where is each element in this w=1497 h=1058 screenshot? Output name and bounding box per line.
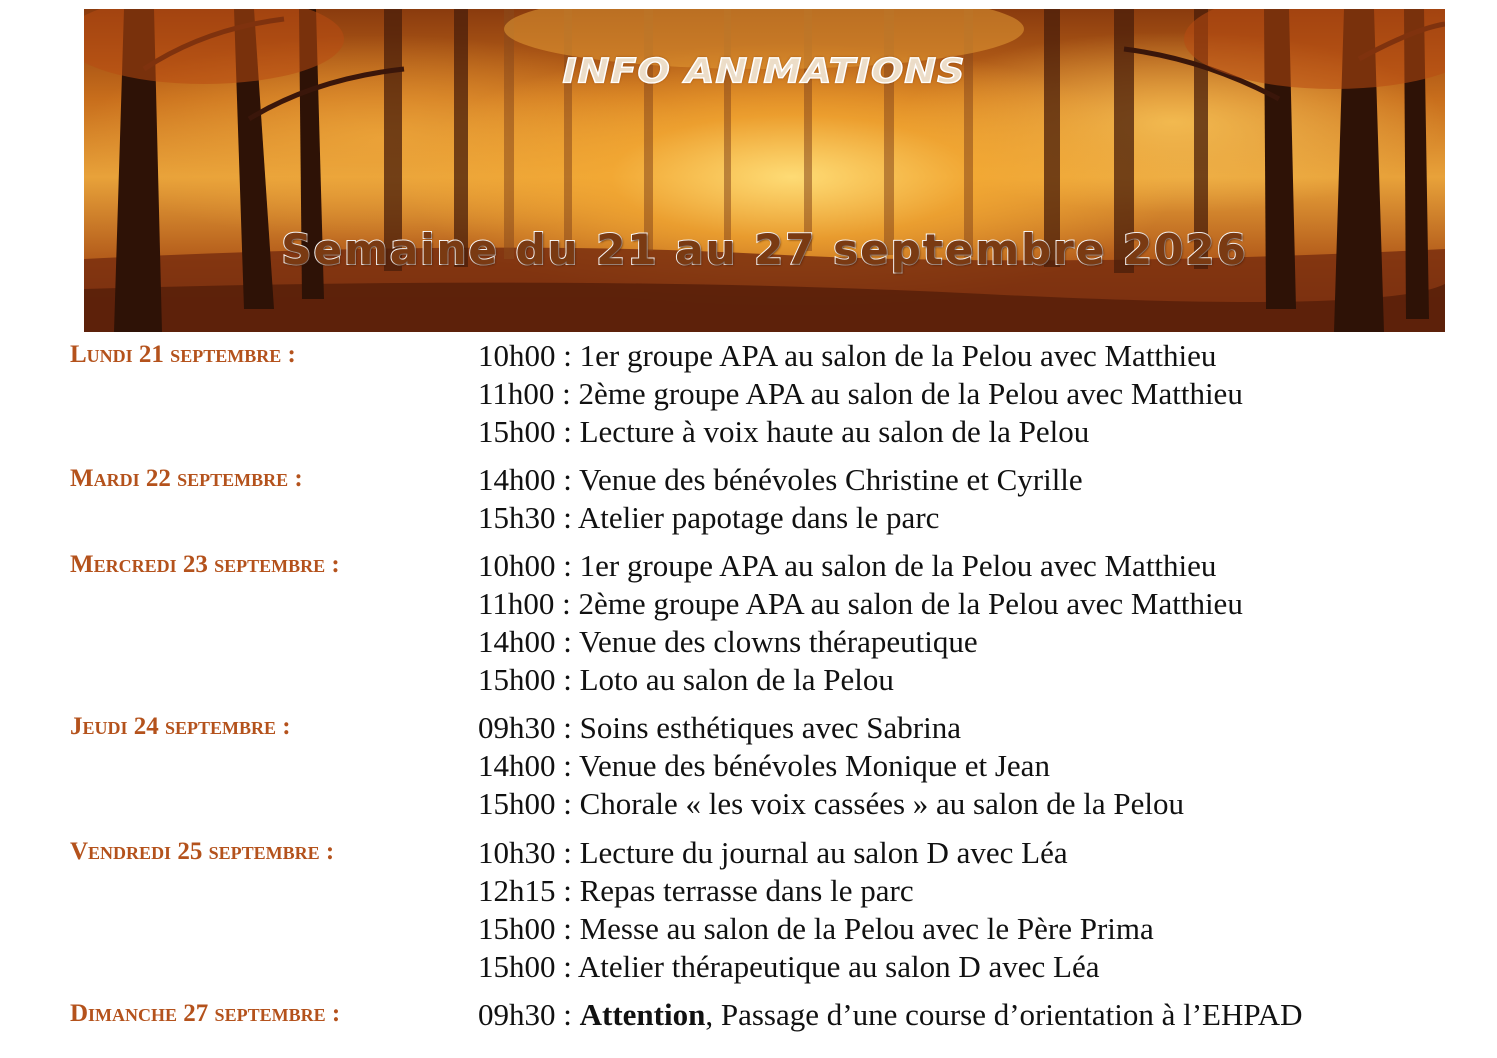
event-time: 09h30 : xyxy=(478,997,580,1032)
event-list xyxy=(478,709,1184,823)
day-label: Mercredi 23 septembre : xyxy=(70,551,340,578)
autumn-forest-banner xyxy=(84,9,1445,332)
event-list xyxy=(478,996,1303,1034)
event-item: 10h00 : 1er groupe APA au salon de la Pelou avec Matthieu xyxy=(478,338,1217,373)
event-list xyxy=(478,337,1243,451)
day-label: Jeudi 24 septembre : xyxy=(70,713,291,740)
day-label: Lundi 21 septembre : xyxy=(70,341,296,368)
event-list xyxy=(478,547,1243,699)
event-item: 09h30 : Soins esthétiques avec Sabrina xyxy=(478,710,961,745)
event-item: 15h00 : Loto au salon de la Pelou xyxy=(478,662,894,697)
day-label: Vendredi 25 septembre : xyxy=(70,838,335,865)
event-item: 11h00 : 2ème groupe APA au salon de la Pelou avec Matthieu xyxy=(478,586,1243,621)
event-item: 11h00 : 2ème groupe APA au salon de la Pelou avec Matthieu xyxy=(478,376,1243,411)
event-item: 12h15 : Repas terrasse dans le parc xyxy=(478,873,914,908)
week-heading: Semaine du 21 au 27 septembre 2026 xyxy=(281,225,1248,274)
event-list xyxy=(478,461,1083,537)
event-item: 15h00 : Lecture à voix haute au salon de la Pelou xyxy=(478,414,1090,449)
event-item: 14h00 : Venue des clowns thérapeutique xyxy=(478,624,978,659)
event-item: 15h00 : Messe au salon de la Pelou avec le Père Prima xyxy=(478,911,1154,946)
event-text: , Passage d’une course d’orientation à l’EHPAD xyxy=(705,997,1303,1032)
event-item: 14h00 : Venue des bénévoles Christine et Cyrille xyxy=(478,462,1083,497)
day-label: Mardi 22 septembre : xyxy=(70,465,303,492)
event-item xyxy=(478,996,1303,1034)
event-item: 14h00 : Venue des bénévoles Monique et Jean xyxy=(478,748,1050,783)
event-item: 10h30 : Lecture du journal au salon D avec Léa xyxy=(478,835,1068,870)
event-item: 15h30 : Atelier papotage dans le parc xyxy=(478,500,940,535)
event-item: 15h00 : Chorale « les voix cassées » au salon de la Pelou xyxy=(478,786,1184,821)
banner-title: INFO ANIMATIONS xyxy=(562,51,966,91)
event-list xyxy=(478,834,1154,986)
day-label: Dimanche 27 septembre : xyxy=(70,1000,341,1027)
event-emphasis: Attention xyxy=(579,997,706,1032)
event-item: 10h00 : 1er groupe APA au salon de la Pelou avec Matthieu xyxy=(478,548,1217,583)
event-item: 15h00 : Atelier thérapeutique au salon D avec Léa xyxy=(478,949,1100,984)
